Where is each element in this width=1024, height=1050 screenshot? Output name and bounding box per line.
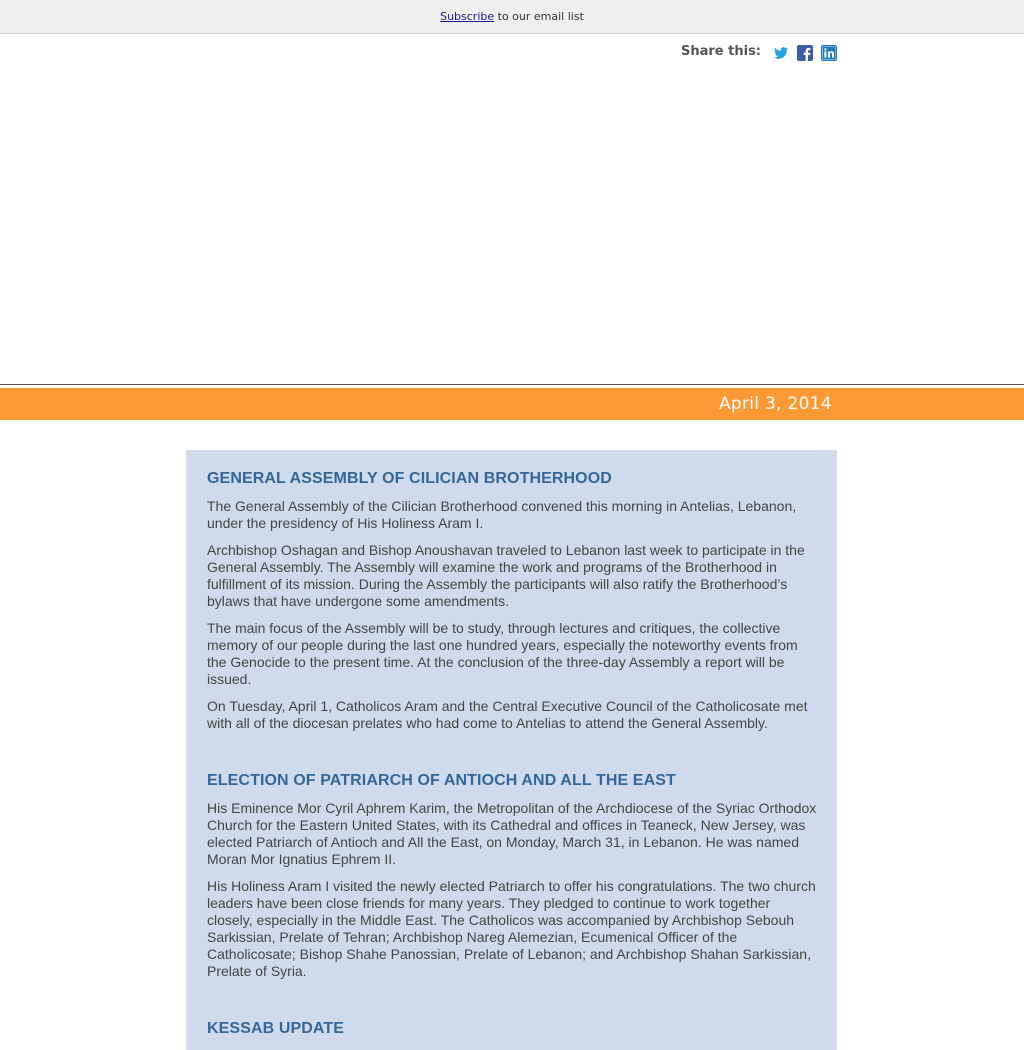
article-paragraph: On Tuesday, April 1, Catholicos Aram and the Central Executive Council of the Catholicosate met with all of the diocesan prelates who had come to Antelias to attend the General Assembly.	[207, 698, 808, 731]
article-paragraph: The main focus of the Assembly will be to study, through lectures and critiques, the collective memory of our people during the last one hundred years, especially the noteworthy events from the Genocide to the present time. At the conclusion of the three-day Assembly a report will be issued.	[207, 620, 798, 687]
twitter-icon[interactable]	[773, 45, 789, 61]
article-paragraph: The General Assembly of the Cilician Brotherhood convened this morning in Antelias, Lebanon, under the presidency of His Holiness Aram I.	[207, 498, 797, 531]
share-bar	[681, 43, 845, 63]
article	[207, 470, 817, 732]
subscribe-bar	[0, 0, 1024, 34]
issue-date: April 3, 2014	[718, 394, 832, 414]
article-title: KESSAB UPDATE	[207, 1020, 345, 1037]
linkedin-icon[interactable]	[821, 45, 837, 61]
article-title: ELECTION OF PATRIARCH OF ANTIOCH AND ALL THE EAST	[207, 772, 676, 789]
subscribe-link[interactable]: Subscribe	[440, 10, 495, 23]
newsletter-content	[186, 450, 837, 1050]
article	[207, 772, 817, 980]
article-paragraph: His Eminence Mor Cyril Aphrem Karim, the Metropolitan of the Archdiocese of the Syriac Orthodox Church for the Eastern United States, with its Cathedral and offices in Teaneck, New Jersey, was elected Patriarch of Antioch and All the East, on Monday, March 31, in Lebanon. He was named Moran Mor Ignatius Ephrem II.	[207, 800, 817, 867]
article-paragraph: Archbishop Oshagan and Bishop Anoushavan traveled to Lebanon last week to participate in the General Assembly. The Assembly will examine the work and programs of the Brotherhood in fulfillment of its mission. During the Assembly the participants will also ratify the Brotherhood’s bylaws that have undergone some amendments.	[207, 542, 805, 609]
share-label: Share this:	[681, 43, 762, 59]
subscribe-text: to our email list	[494, 10, 584, 23]
article-paragraph: His Holiness Aram I visited the newly elected Patriarch to offer his congratulations. The two church leaders have been close friends for many years. They pledged to continue to work together closely, especially in the Middle East. The Catholicos was accompanied by Archbishop Sebouh Sarkissian, Prelate of Tehran; Archbishop Nareg Alemezian, Ecumenical Officer of the Catholicosate; Bishop Shahe Panossian, Prelate of Lebanon; and Archbishop Shahan Sarkissian, Prelate of Syria.	[207, 878, 816, 979]
article-title: GENERAL ASSEMBLY OF CILICIAN BROTHERHOOD	[207, 470, 612, 487]
article	[207, 1020, 817, 1038]
facebook-icon[interactable]	[797, 45, 813, 61]
date-banner	[0, 388, 1024, 420]
header-divider	[0, 384, 1024, 385]
